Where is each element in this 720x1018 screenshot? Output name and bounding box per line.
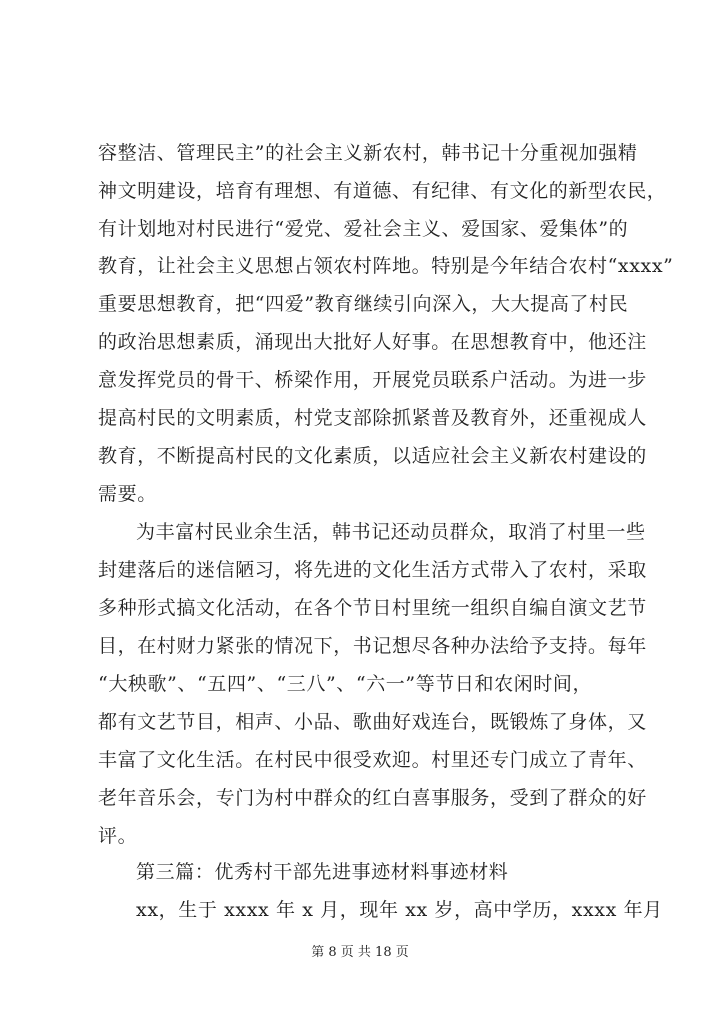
body-line-14: 目，在村财力紧张的情况下，书记想尽各种办法给予支持。每年 bbox=[98, 635, 647, 657]
body-line-13: 多种形式搞文化活动，在各个节日村里统一组织自编自演文艺节 bbox=[98, 597, 647, 619]
body-line-11: 为丰富村民业余生活，韩书记还动员群众，取消了村里一些 bbox=[136, 521, 646, 543]
body-line-21: xx，生于 xxxx 年 x 月，现年 xx 岁，高中学历，xxxx 年月 bbox=[136, 899, 663, 921]
body-line-19: 评。 bbox=[98, 825, 138, 847]
body-line-18: 老年音乐会，专门为村中群众的红白喜事服务，受到了群众的好 bbox=[98, 787, 647, 809]
body-line-8: 提高村民的文明素质，村党支部除抓紧普及教育外，还重视成人 bbox=[98, 407, 647, 429]
body-line-3: 有计划地对村民进行“爱党、爱社会主义、爱国家、爱集体”的 bbox=[98, 218, 629, 240]
body-line-7: 意发挥党员的骨干、桥梁作用，开展党员联系户活动。为进一步 bbox=[98, 369, 647, 391]
body-line-1: 容整洁、管理民主”的社会主义新农村，韩书记十分重视加强精 bbox=[98, 142, 638, 164]
page-number-footer: 第 8 页 共 18 页 bbox=[311, 945, 409, 960]
body-line-12: 封建落后的迷信陋习，将先进的文化生活方式带入了农村，采取 bbox=[98, 559, 647, 581]
body-line-2: 神文明建设，培育有理想、有道德、有纪律、有文化的新型农民， bbox=[98, 180, 667, 202]
body-line-15: “大秧歌”、“五四”、“三八”、“六一”等节日和农闲时间， bbox=[98, 673, 593, 695]
body-line-5: 重要思想教育，把“四爱”教育继续引向深入，大大提高了村民 bbox=[98, 293, 629, 315]
body-line-9: 教育，不断提高村民的文化素质，以适应社会主义新农村建设的 bbox=[98, 445, 647, 467]
section-heading: 第三篇：优秀村干部先进事迹材料事迹材料 bbox=[136, 861, 509, 883]
body-line-17: 丰富了文化生活。在村民中很受欢迎。村里还专门成立了青年、 bbox=[98, 749, 647, 771]
body-line-16: 都有文艺节目，相声、小品、歌曲好戏连台，既锻炼了身体，又 bbox=[98, 711, 647, 733]
body-line-4: 教育，让社会主义思想占领农村阵地。特别是今年结合农村“xxxx” bbox=[98, 255, 674, 277]
body-line-10: 需要。 bbox=[98, 483, 157, 505]
body-line-6: 的政治思想素质，涌现出大批好人好事。在思想教育中，他还注 bbox=[98, 331, 647, 353]
